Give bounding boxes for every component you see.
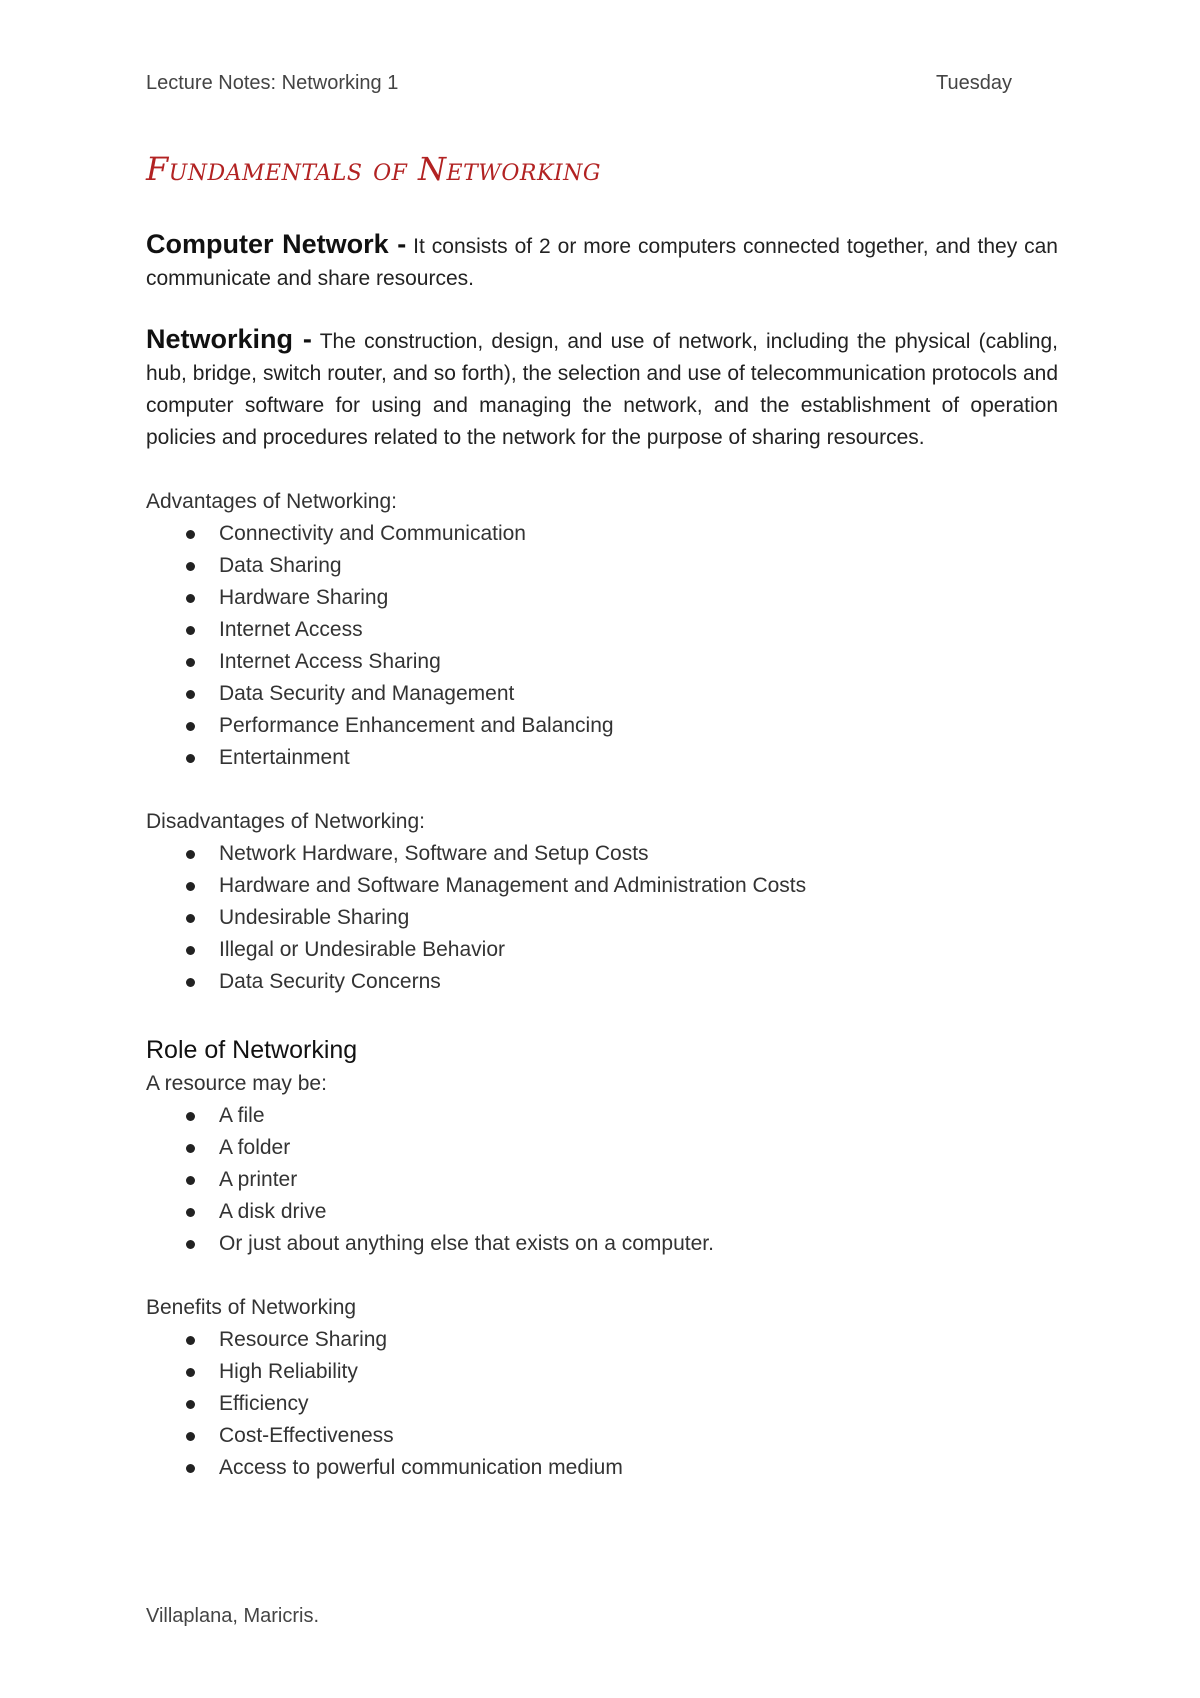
list-item: Data Security Concerns xyxy=(146,966,1058,998)
list-item: A folder xyxy=(146,1132,1058,1164)
header-course: Lecture Notes: Networking 1 xyxy=(146,72,399,94)
list-item: Or just about anything else that exists on a computer. xyxy=(146,1228,1058,1260)
list-item: Data Security and Management xyxy=(146,678,1058,710)
definition-text: It consists of 2 or more computers connected together, and they can communicate and share resources. xyxy=(146,235,1058,290)
list-item: Data Sharing xyxy=(146,550,1058,582)
definition-term: Networking - xyxy=(146,324,312,354)
benefits-list xyxy=(146,1324,1058,1484)
list-item: Internet Access xyxy=(146,614,1058,646)
list-item: Performance Enhancement and Balancing xyxy=(146,710,1058,742)
definition-term: Computer Network - xyxy=(146,229,407,259)
advantages-label: Advantages of Networking: xyxy=(146,490,397,513)
list-item: Entertainment xyxy=(146,742,1058,774)
list-item: Connectivity and Communication xyxy=(146,518,1058,550)
list-item: Network Hardware, Software and Setup Costs xyxy=(146,838,1058,870)
role-label: A resource may be: xyxy=(146,1072,327,1095)
list-item: Efficiency xyxy=(146,1388,1058,1420)
main-content xyxy=(146,228,1058,1484)
list-item: A printer xyxy=(146,1164,1058,1196)
definition-text: The construction, design, and use of network, including the physical (cabling, hub, bridge, switch router, and so forth), the selection and use of telecommunication protocols and computer software for using and managing the network, and the establishment of operation policies and procedures related to the network for the purpose of sharing resources. xyxy=(146,330,1058,449)
page-title: Fundamentals of Networking xyxy=(146,150,601,188)
list-item: Hardware Sharing xyxy=(146,582,1058,614)
list-item: Resource Sharing xyxy=(146,1324,1058,1356)
list-item: Undesirable Sharing xyxy=(146,902,1058,934)
list-item: A disk drive xyxy=(146,1196,1058,1228)
list-item: Access to powerful communication medium xyxy=(146,1452,1058,1484)
header-day: Tuesday xyxy=(936,72,1012,94)
disadvantages-label: Disadvantages of Networking: xyxy=(146,810,425,833)
definition-networking xyxy=(146,323,1058,454)
advantages-list xyxy=(146,518,1058,774)
disadvantages-list xyxy=(146,838,1058,998)
footer-author: Villaplana, Maricris. xyxy=(146,1605,320,1627)
list-item: Hardware and Software Management and Administration Costs xyxy=(146,870,1058,902)
list-item: Illegal or Undesirable Behavior xyxy=(146,934,1058,966)
list-item: High Reliability xyxy=(146,1356,1058,1388)
benefits-label: Benefits of Networking xyxy=(146,1296,357,1319)
list-item: Internet Access Sharing xyxy=(146,646,1058,678)
list-item: Cost-Effectiveness xyxy=(146,1420,1058,1452)
role-heading: Role of Networking xyxy=(146,1036,358,1064)
definition-computer-network xyxy=(146,228,1058,295)
resource-list xyxy=(146,1100,1058,1260)
list-item: A file xyxy=(146,1100,1058,1132)
